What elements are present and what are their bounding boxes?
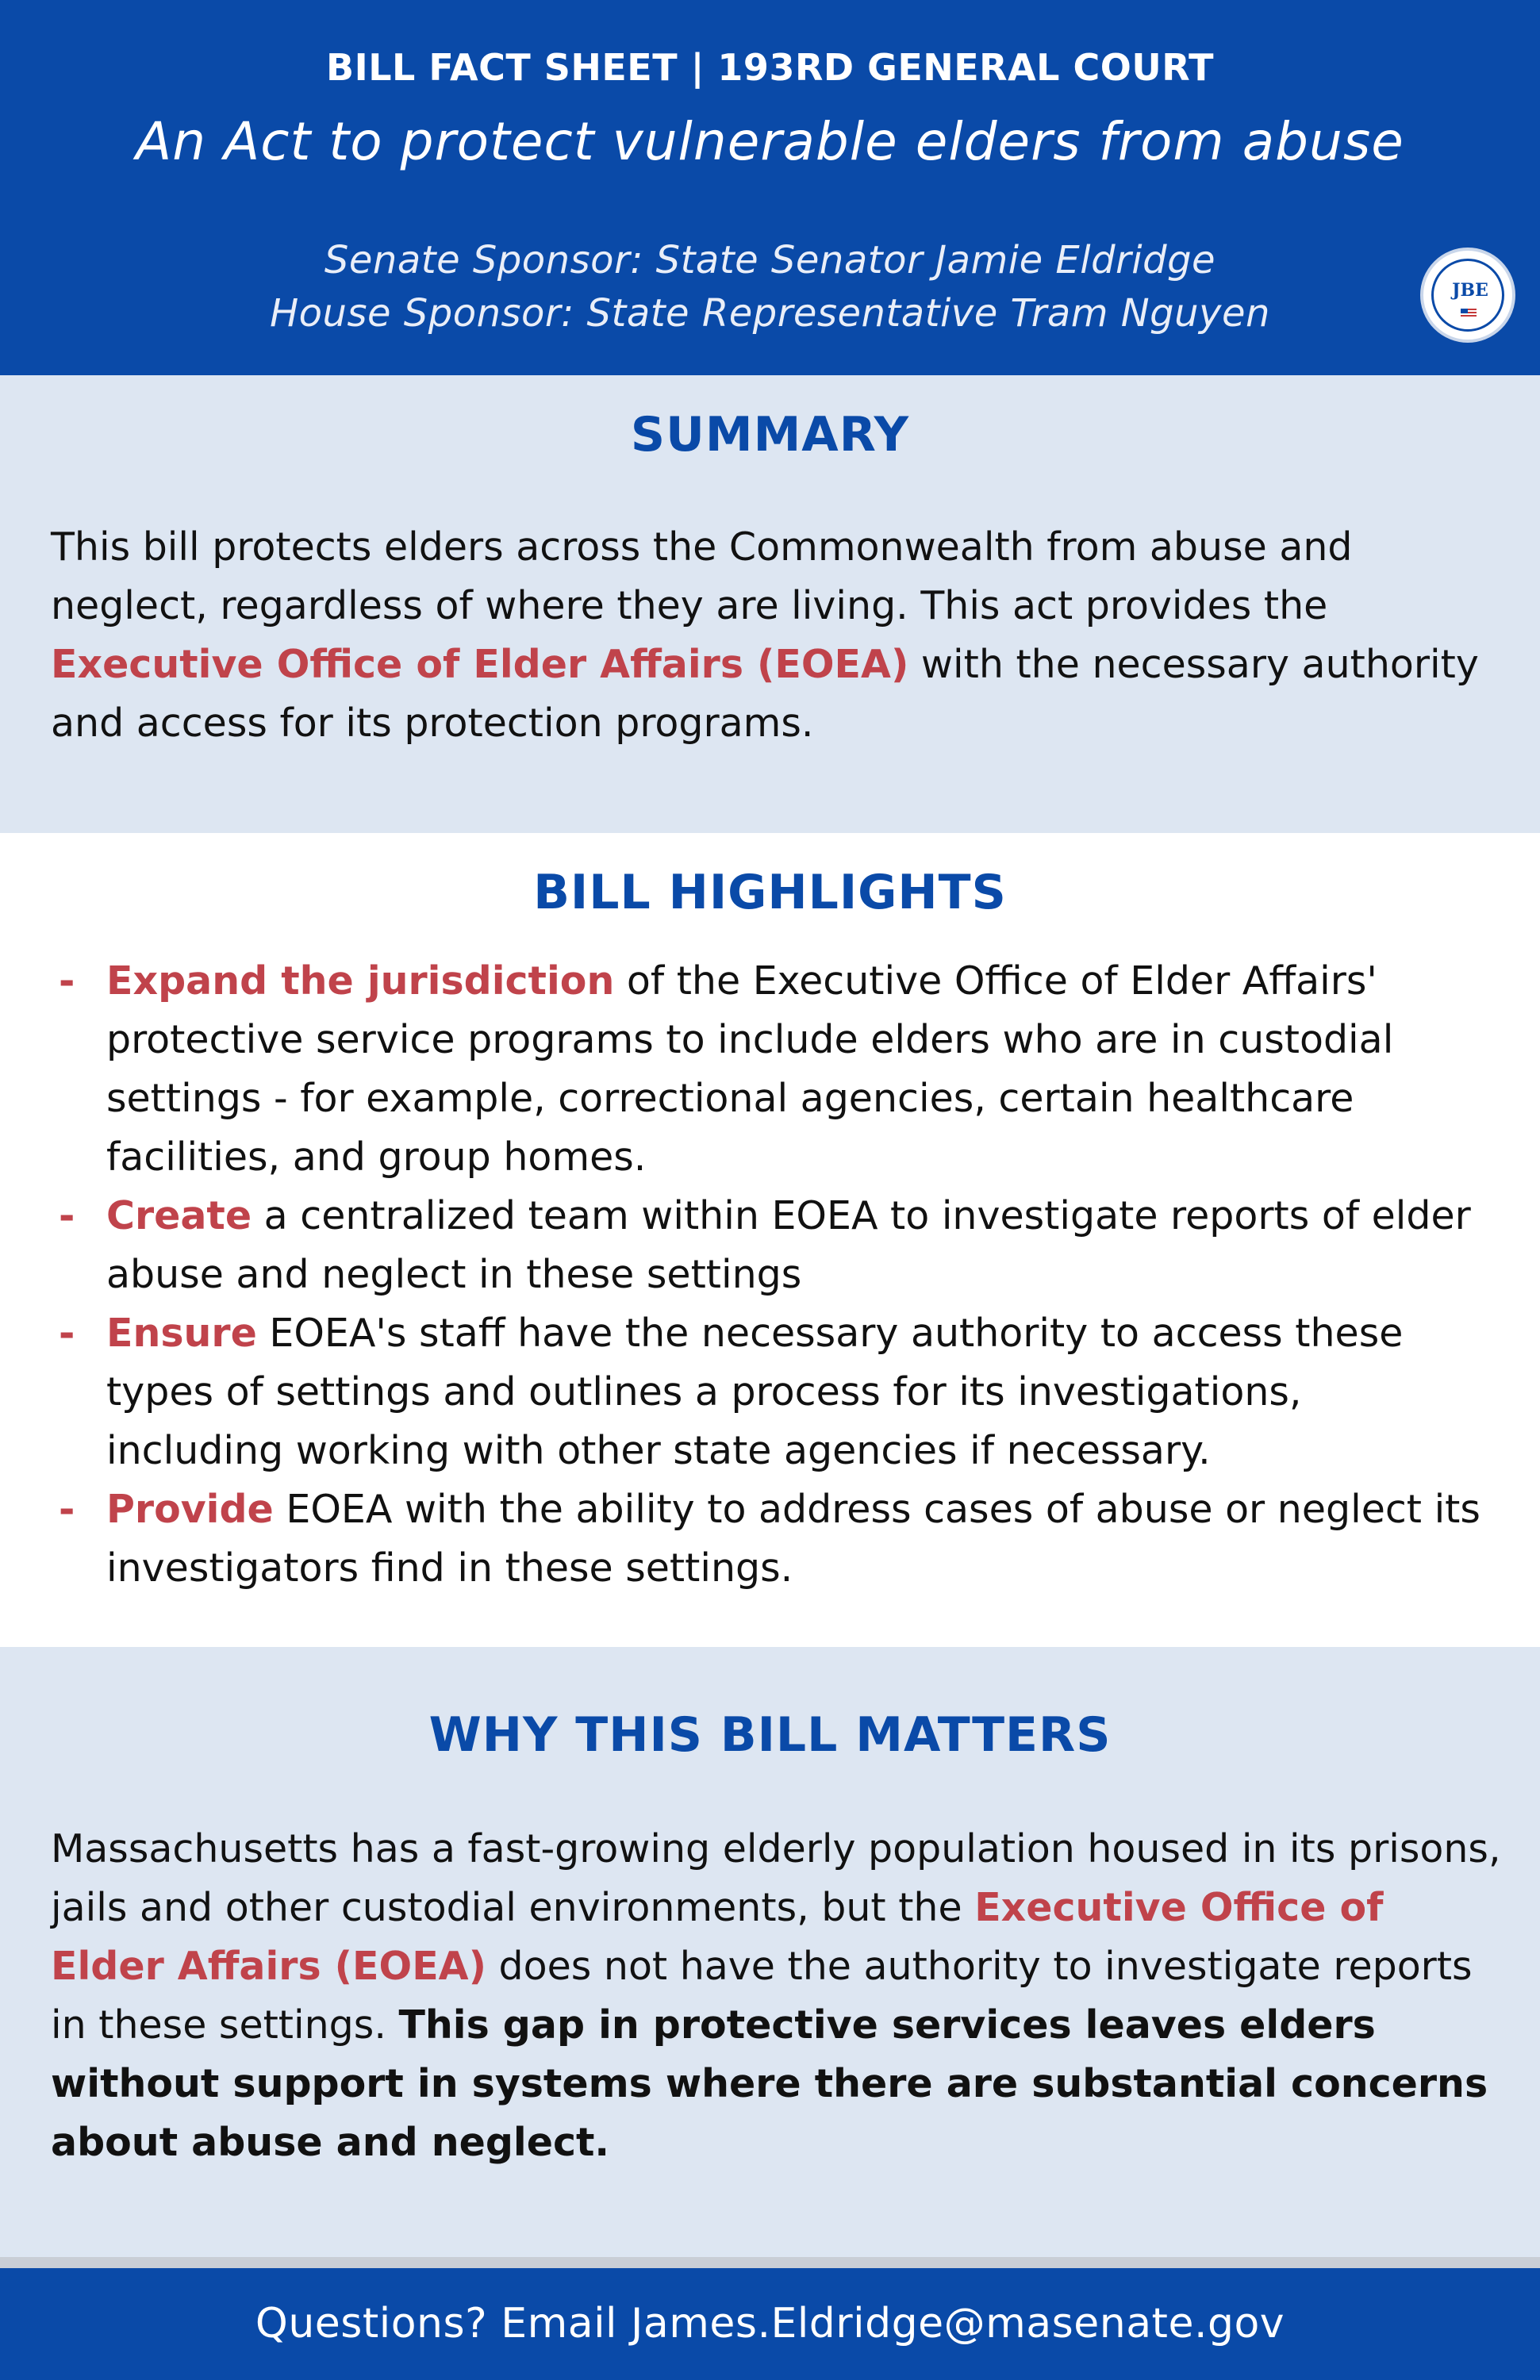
highlight-lead: Expand the jurisdiction (106, 958, 615, 1004)
summary-text-end: with the necessary authority and access for its protection programs. (51, 642, 1479, 746)
bullet-dash: - (59, 1193, 75, 1238)
summary-text (51, 518, 1495, 753)
summary-section (0, 375, 1540, 833)
highlight-item (59, 952, 1487, 1187)
matters-bold-statement: This gap in protective services leaves elders without support in systems where there are substantial concerns about abuse and neglect. (51, 2002, 1488, 2165)
highlight-lead: Provide (106, 1487, 274, 1532)
bullet-dash: - (59, 958, 75, 1004)
house-sponsor: House Sponsor: State Representative Tram Nguyen (270, 291, 1270, 336)
senator-seal-logo (1420, 248, 1515, 343)
highlight-lead: Create (106, 1193, 252, 1238)
seal-monogram: JBE (1452, 280, 1488, 301)
seal-ring (1431, 259, 1504, 332)
highlight-item (59, 1480, 1487, 1598)
highlight-lead: Ensure (106, 1311, 257, 1356)
fact-sheet-eyebrow: BILL FACT SHEET | 193RD GENERAL COURT (326, 46, 1214, 89)
summary-eoea-highlight: Executive Office of Elder Affairs (EOEA) (51, 642, 909, 687)
footer-banner (0, 2268, 1540, 2380)
matters-heading: WHY THIS BILL MATTERS (428, 1707, 1112, 1763)
contact-email-text: Questions? Email James.Eldridge@masenate.gov (255, 2300, 1285, 2347)
bill-highlights-section (0, 833, 1540, 1647)
highlights-list (59, 952, 1487, 1598)
highlight-text: EOEA with the ability to address cases of abuse or neglect its investigators find in these settings. (106, 1487, 1480, 1591)
summary-text-start: This bill protects elders across the Commonwealth from abuse and neglect, regardless of where they are living. This act provides the (51, 524, 1353, 628)
highlight-text: EOEA's staff have the necessary authority to access these types of settings and outlines a process for its investigations, including working with other state agencies if necessary. (106, 1311, 1404, 1473)
summary-heading: SUMMARY (630, 407, 910, 463)
bill-title: An Act to protect vulnerable elders from abuse (136, 111, 1404, 172)
matters-text (51, 1820, 1503, 2172)
highlights-heading: BILL HIGHLIGHTS (533, 865, 1007, 920)
flag-icon (1461, 309, 1477, 318)
section-divider (0, 2257, 1540, 2268)
why-this-bill-matters-section (0, 1647, 1540, 2257)
matters-text-start: Massachusetts has a fast-growing elderly population housed in its prisons, jails and other custodial environments, but the (51, 1826, 1501, 1930)
bullet-dash: - (59, 1311, 75, 1356)
header-banner (0, 0, 1540, 375)
matters-eoea-highlight: Executive Office of Elder Affairs (EOEA) (51, 1885, 1384, 1989)
highlight-text: a centralized team within EOEA to investigate reports of elder abuse and neglect in these settings (106, 1193, 1471, 1297)
highlight-item (59, 1187, 1487, 1304)
matters-text-middle: does not have the authority to investigate reports in these settings. (51, 1944, 1473, 2048)
senate-sponsor: Senate Sponsor: State Senator Jamie Eldridge (324, 238, 1216, 282)
highlight-text: of the Executive Office of Elder Affairs' protective service programs to include elders who are in custodial settings - for example, correctional agencies, certain healthcare facilities, and group homes. (106, 958, 1394, 1180)
highlight-item (59, 1304, 1487, 1480)
bullet-dash: - (59, 1487, 75, 1532)
